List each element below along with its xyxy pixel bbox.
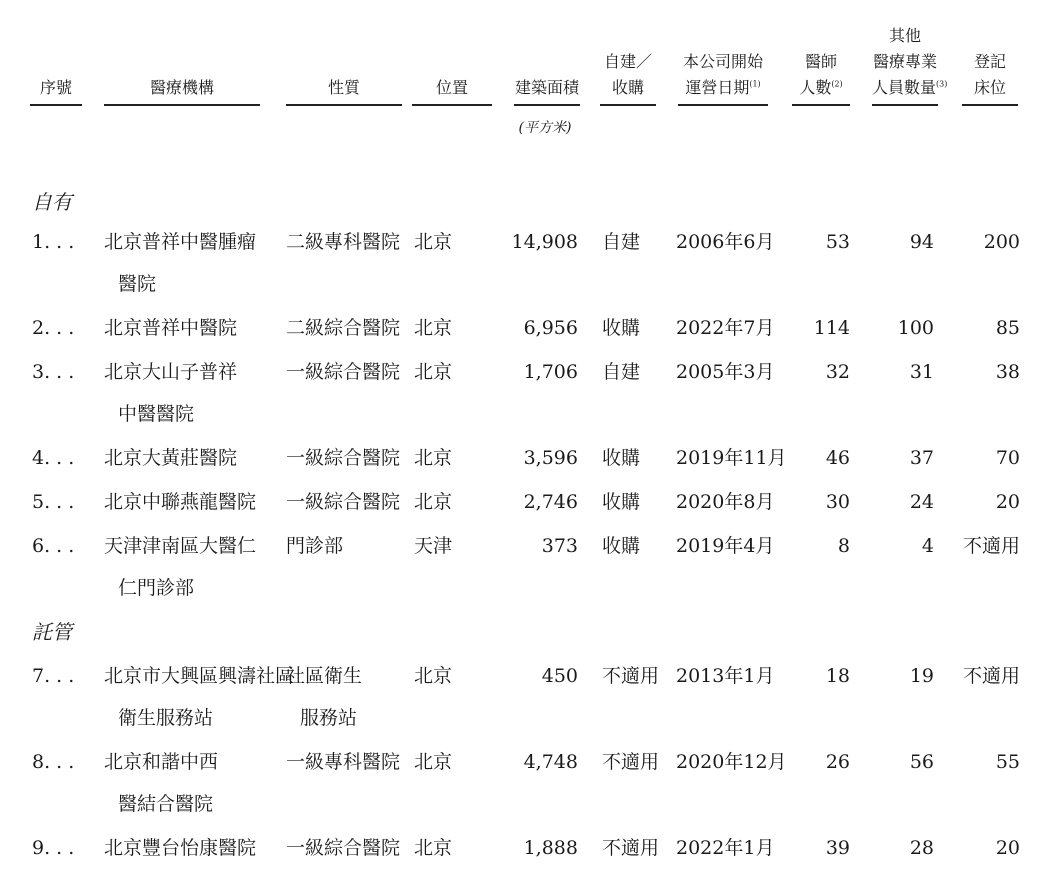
cell-date: 2020年8月	[676, 491, 775, 513]
header-other-line3	[872, 76, 948, 100]
cell-mode: 不適用	[602, 837, 660, 859]
header-self-built-line1: 自建／	[603, 52, 652, 71]
header-start-line1: 本公司開始	[682, 52, 763, 71]
cell-beds: 20	[995, 837, 1020, 859]
cell-doctors: 30	[825, 491, 850, 513]
cell-doctors: 8	[837, 535, 850, 557]
cell-other: 19	[909, 665, 934, 687]
header-rule-seq	[30, 104, 82, 106]
header-other-text: 人員數量	[872, 78, 937, 97]
cell-mode: 自建	[602, 231, 641, 253]
cell-beds: 38	[995, 361, 1020, 383]
cell-mode: 不適用	[602, 751, 660, 773]
header-start-line2	[678, 76, 768, 100]
cell-area: 4,748	[523, 751, 578, 773]
header-institution: 醫療機構	[149, 78, 214, 97]
cell-other: 100	[897, 317, 934, 339]
header-rule-beds	[962, 104, 1018, 106]
header-doctors-note: (2)	[831, 79, 843, 89]
header-rule-self-built	[600, 104, 656, 106]
cell-seq: 5. . .	[32, 491, 75, 513]
cell-location: 天津	[414, 535, 453, 557]
header-doctors-line2	[792, 76, 850, 100]
header-seq: 序號	[39, 78, 72, 97]
cell-beds: 70	[995, 447, 1020, 469]
cell-mode: 收購	[602, 491, 641, 513]
cell-doctors: 39	[825, 837, 850, 859]
cell-other: 28	[909, 837, 934, 859]
cell-seq: 7. . .	[32, 665, 75, 687]
cell-mode: 收購	[602, 535, 641, 557]
cell-location: 北京	[414, 231, 453, 253]
header-start-text: 運營日期	[685, 78, 750, 97]
header-rule-area	[514, 104, 580, 106]
cell-beds: 85	[995, 317, 1020, 339]
cell-doctors: 114	[813, 317, 850, 339]
cell-date: 2019年4月	[676, 535, 775, 557]
cell-seq: 3. . .	[32, 361, 75, 383]
cell-institution-line2: 仁門診部	[118, 577, 195, 599]
cell-mode: 不適用	[602, 665, 660, 687]
cell-institution: 北京普祥中醫院	[104, 317, 238, 339]
header-location: 位置	[435, 78, 468, 97]
cell-date: 2019年11月	[676, 447, 787, 469]
cell-institution: 北京中聯燕龍醫院	[104, 491, 257, 513]
cell-institution-line2: 中醫醫院	[118, 403, 195, 425]
cell-location: 北京	[414, 751, 453, 773]
header-rule-start	[678, 104, 768, 106]
cell-seq: 1. . .	[32, 231, 75, 253]
header-area-unit: (平方米)	[518, 120, 572, 136]
cell-seq: 2. . .	[32, 317, 75, 339]
cell-other: 24	[909, 491, 934, 513]
cell-institution: 北京豐台怡康醫院	[104, 837, 257, 859]
cell-mode: 收購	[602, 447, 641, 469]
cell-institution: 北京普祥中醫腫瘤	[104, 231, 257, 253]
cell-area: 14,908	[511, 231, 578, 253]
cell-beds: 20	[995, 491, 1020, 513]
cell-institution: 北京市大興區興濤社區	[104, 665, 295, 687]
cell-mode: 自建	[602, 361, 641, 383]
cell-nature: 一級綜合醫院	[286, 447, 401, 469]
cell-seq: 8. . .	[32, 751, 75, 773]
cell-area: 450	[541, 665, 578, 687]
cell-area: 3,596	[523, 447, 578, 469]
header-other-line2: 醫療專業	[872, 52, 937, 71]
cell-area: 1,706	[523, 361, 578, 383]
cell-institution-line2: 衛生服務站	[118, 707, 214, 729]
cell-nature: 一級綜合醫院	[286, 837, 401, 859]
header-other-note: (3)	[936, 79, 948, 89]
cell-nature: 門診部	[286, 535, 344, 557]
cell-nature-line2: 服務站	[300, 707, 358, 729]
header-rule-nature	[286, 104, 402, 106]
cell-date: 2022年7月	[676, 317, 775, 339]
cell-nature: 社區衛生	[286, 665, 363, 687]
cell-institution-line2: 醫結合醫院	[118, 793, 214, 815]
cell-nature: 二級綜合醫院	[286, 317, 401, 339]
cell-nature: 二級專科醫院	[286, 231, 401, 253]
header-area: 建築面積	[514, 78, 579, 97]
cell-seq: 6. . .	[32, 535, 75, 557]
header-rule-doctors	[792, 104, 850, 106]
cell-other: 56	[909, 751, 934, 773]
header-beds-line2: 床位	[973, 78, 1006, 97]
cell-location: 北京	[414, 491, 453, 513]
cell-doctors: 53	[825, 231, 850, 253]
cell-location: 北京	[414, 665, 453, 687]
header-rule-location	[412, 104, 492, 106]
section-managed-title: 託管	[32, 620, 72, 644]
cell-nature: 一級綜合醫院	[286, 361, 401, 383]
header-beds-line1: 登記	[973, 52, 1006, 71]
cell-institution: 天津津南區大醫仁	[104, 535, 257, 557]
cell-area: 373	[541, 535, 578, 557]
cell-area: 2,746	[523, 491, 578, 513]
cell-seq: 9. . .	[32, 837, 75, 859]
header-doctors-line1: 醫師	[804, 52, 837, 71]
header-rule-other	[872, 104, 938, 106]
cell-beds: 不適用	[962, 665, 1020, 687]
cell-beds: 55	[995, 751, 1020, 773]
cell-beds: 200	[983, 231, 1020, 253]
cell-other: 31	[909, 361, 934, 383]
header-self-built-line2: 收購	[611, 78, 644, 97]
cell-date: 2013年1月	[676, 665, 775, 687]
cell-institution: 北京和諧中西	[104, 751, 219, 773]
cell-date: 2020年12月	[676, 751, 787, 773]
header-rule-institution	[104, 104, 260, 106]
section-owned-title: 自有	[32, 190, 72, 214]
header-doctors-text: 人數	[799, 78, 832, 97]
cell-doctors: 46	[825, 447, 850, 469]
cell-date: 2005年3月	[676, 361, 775, 383]
cell-institution: 北京大山子普祥	[104, 361, 238, 383]
cell-location: 北京	[414, 447, 453, 469]
cell-seq: 4. . .	[32, 447, 75, 469]
cell-date: 2006年6月	[676, 231, 775, 253]
cell-institution: 北京大黃莊醫院	[104, 447, 238, 469]
cell-date: 2022年1月	[676, 837, 775, 859]
cell-doctors: 26	[825, 751, 850, 773]
cell-nature: 一級綜合醫院	[286, 491, 401, 513]
cell-area: 1,888	[523, 837, 578, 859]
cell-institution-line2: 醫院	[118, 273, 157, 295]
cell-other: 4	[921, 535, 934, 557]
cell-other: 94	[909, 231, 934, 253]
cell-doctors: 18	[825, 665, 850, 687]
cell-nature: 一級專科醫院	[286, 751, 401, 773]
header-nature: 性質	[327, 78, 360, 97]
cell-location: 北京	[414, 361, 453, 383]
cell-mode: 收購	[602, 317, 641, 339]
header-start-note: (1)	[749, 79, 761, 89]
cell-beds: 不適用	[962, 535, 1020, 557]
cell-area: 6,956	[523, 317, 578, 339]
cell-location: 北京	[414, 837, 453, 859]
cell-location: 北京	[414, 317, 453, 339]
header-other-line1: 其他	[888, 26, 921, 45]
cell-other: 37	[909, 447, 934, 469]
cell-doctors: 32	[825, 361, 850, 383]
